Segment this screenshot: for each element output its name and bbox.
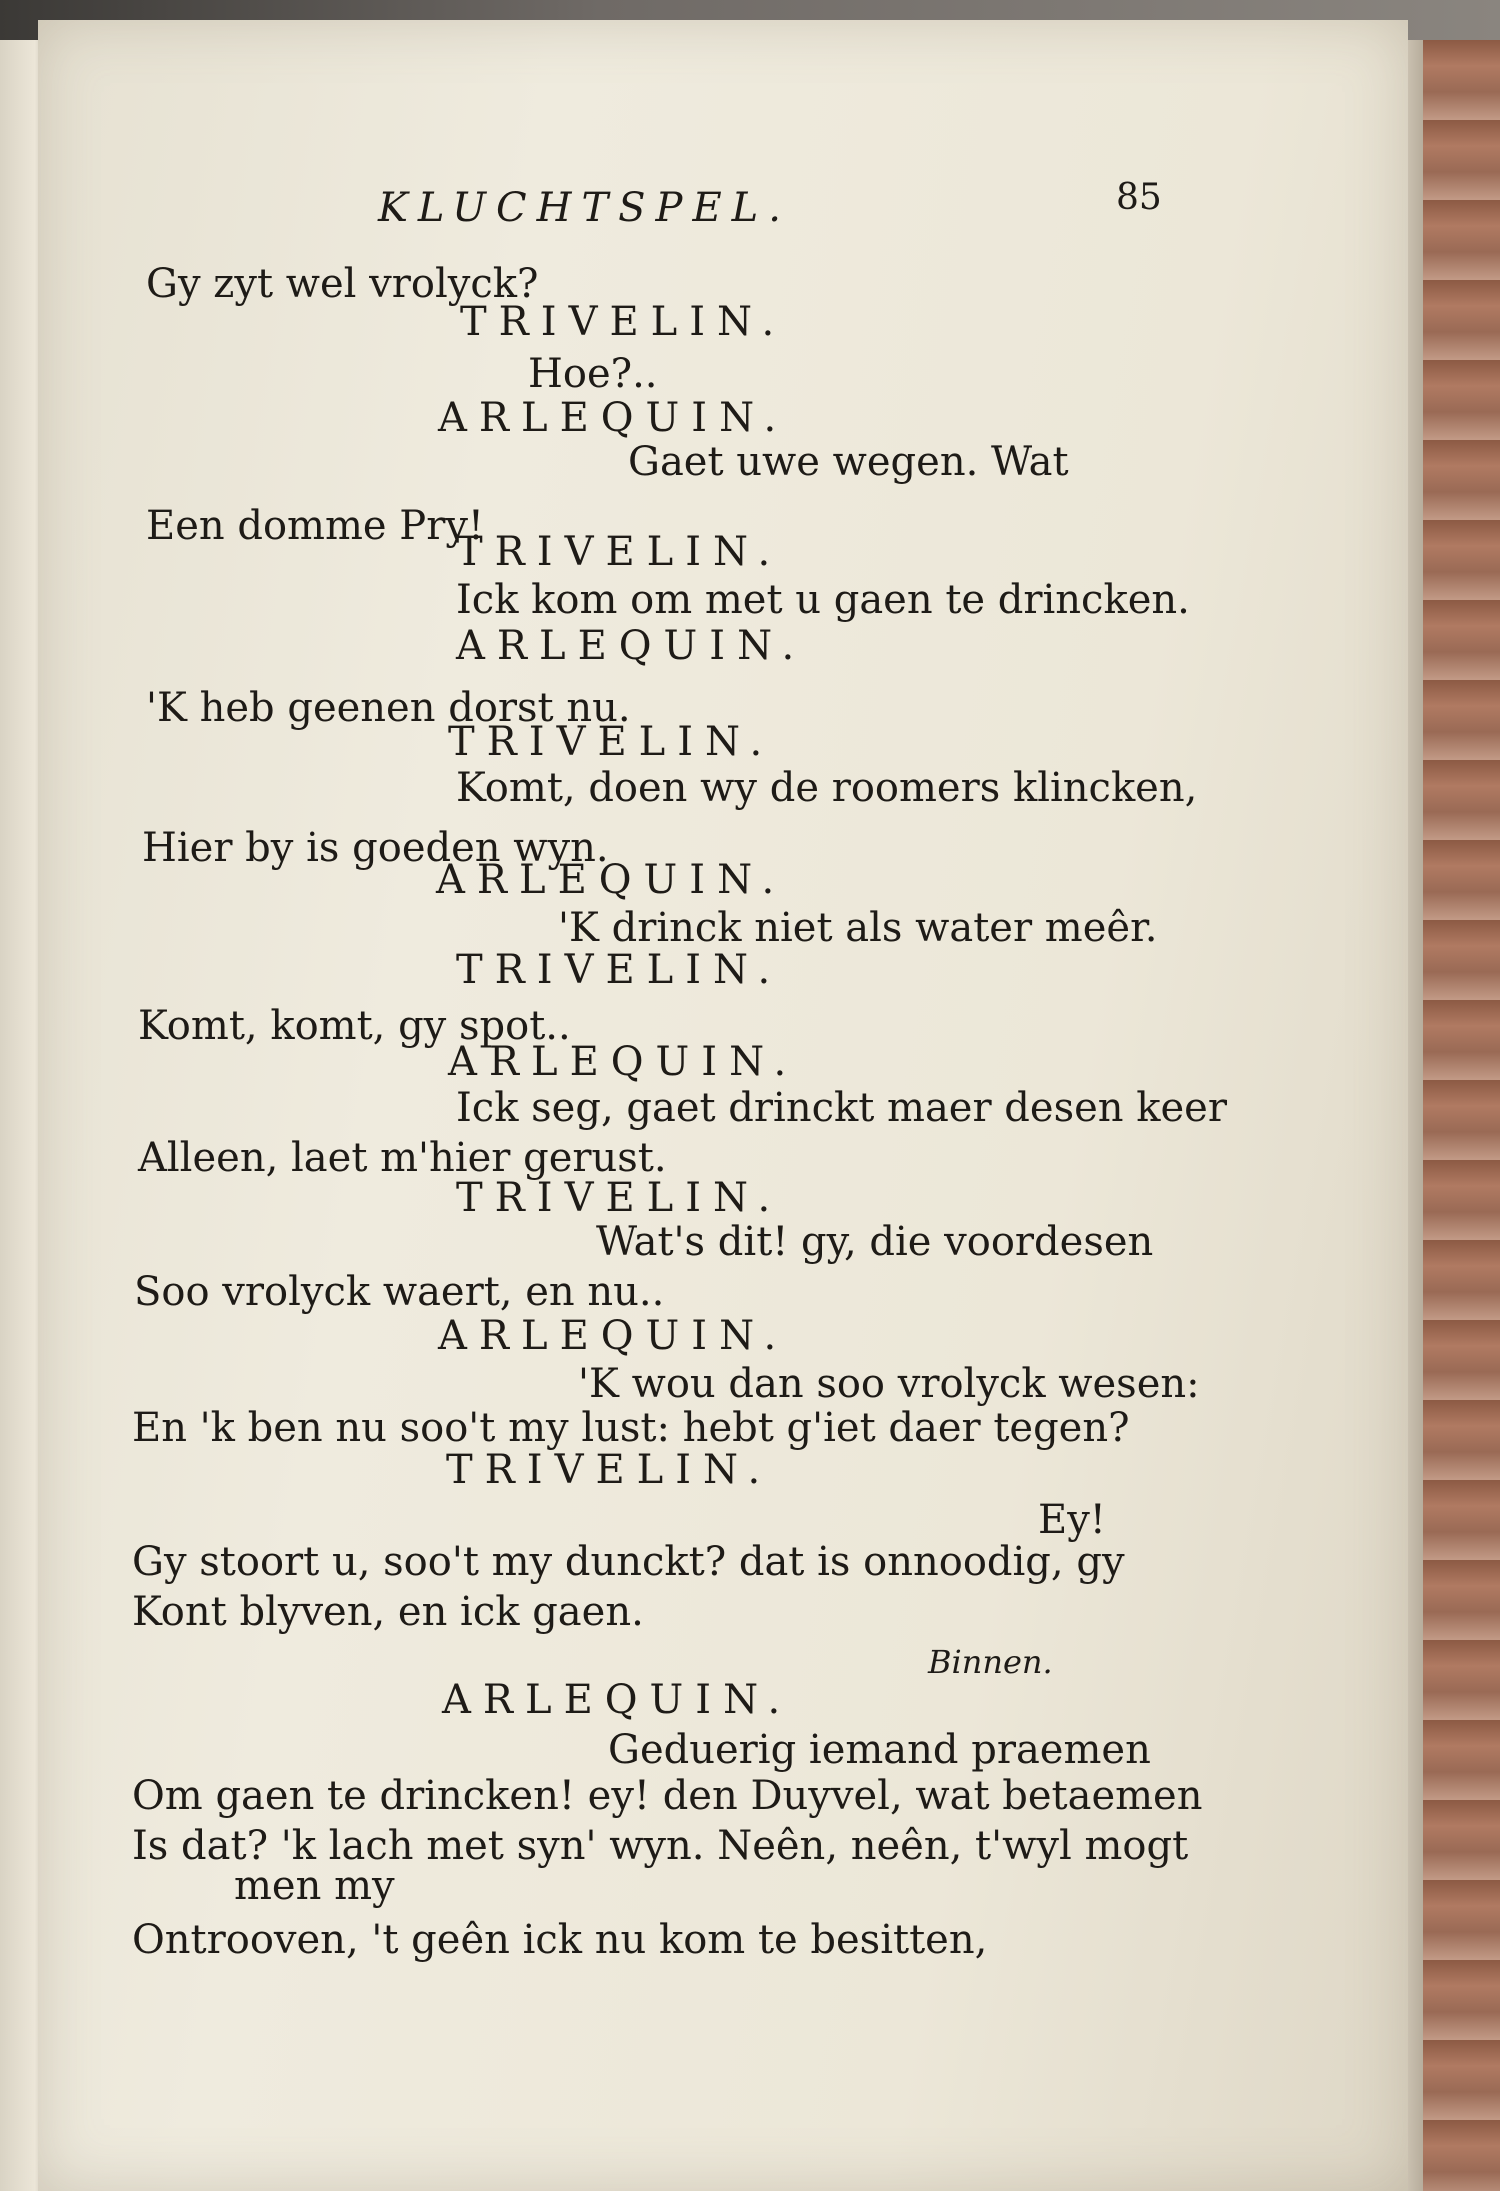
running-header: KLUCHTSPEL.: [378, 185, 791, 231]
verse-line: En 'k ben nu soo't my lust: hebt g'iet daer tegen?: [132, 1405, 1130, 1451]
verse-line: men my: [234, 1863, 395, 1909]
verse-line: Ey!: [1038, 1497, 1106, 1543]
speaker-name: TRIVELIN.: [456, 529, 783, 575]
verse-line: Soo vrolyck waert, en nu..: [134, 1269, 665, 1315]
verse-line: Gy zyt wel vrolyck?: [146, 261, 539, 307]
speaker-name: TRIVELIN.: [456, 947, 783, 993]
verse-line: Gy stoort u, soo't my dunckt? dat is onnoodig, gy: [132, 1539, 1125, 1585]
verse-line: Is dat? 'k lach met syn' wyn. Neên, neên, t'wyl mogt: [132, 1823, 1189, 1869]
verse-line: Komt, komt, gy spot..: [138, 1003, 571, 1049]
verse-line: Ick kom om met u gaen te drincken.: [456, 577, 1190, 623]
verse-line: Hoe?..: [528, 351, 658, 397]
verse-line: 'K heb geenen dorst nu.: [146, 685, 631, 731]
verse-line: Alleen, laet m'hier gerust.: [138, 1135, 667, 1181]
verse-line: Een domme Pry!: [146, 503, 484, 549]
speaker-name: TRIVELIN.: [448, 719, 775, 765]
stage-direction: Binnen.: [928, 1643, 1053, 1681]
verse-line: Om gaen te drincken! ey! den Duyvel, wat betaemen: [132, 1773, 1203, 1819]
verse-line: 'K wou dan soo vrolyck wesen:: [578, 1361, 1200, 1407]
verse-line: Gaet uwe wegen. Wat: [628, 439, 1069, 485]
speaker-name: TRIVELIN.: [460, 299, 787, 345]
verse-line: Kont blyven, en ick gaen.: [132, 1589, 644, 1635]
speaker-name: ARLEQUIN.: [438, 1313, 789, 1359]
book-page: [38, 20, 1408, 2191]
verse-line: Hier by is goeden wyn.: [142, 825, 609, 871]
verse-line: Geduerig iemand praemen: [608, 1727, 1151, 1773]
speaker-name: ARLEQUIN.: [442, 1677, 793, 1723]
speaker-name: TRIVELIN.: [456, 1175, 783, 1221]
verse-line: Ontrooven, 't geên ick nu kom te besitten,: [132, 1917, 988, 1963]
verse-line: Ick seg, gaet drinckt maer desen keer: [456, 1085, 1227, 1131]
speaker-name: ARLEQUIN.: [436, 857, 787, 903]
speaker-name: TRIVELIN.: [446, 1447, 773, 1493]
verse-line: Wat's dit! gy, die voordesen: [596, 1219, 1154, 1265]
speaker-name: ARLEQUIN.: [448, 1039, 799, 1085]
speaker-name: ARLEQUIN.: [438, 395, 789, 441]
verse-line: Komt, doen wy de roomers klincken,: [456, 765, 1198, 811]
page-number: 85: [1116, 177, 1162, 218]
verse-line: 'K drinck niet als water meêr.: [558, 905, 1158, 951]
speaker-name: ARLEQUIN.: [456, 623, 807, 669]
